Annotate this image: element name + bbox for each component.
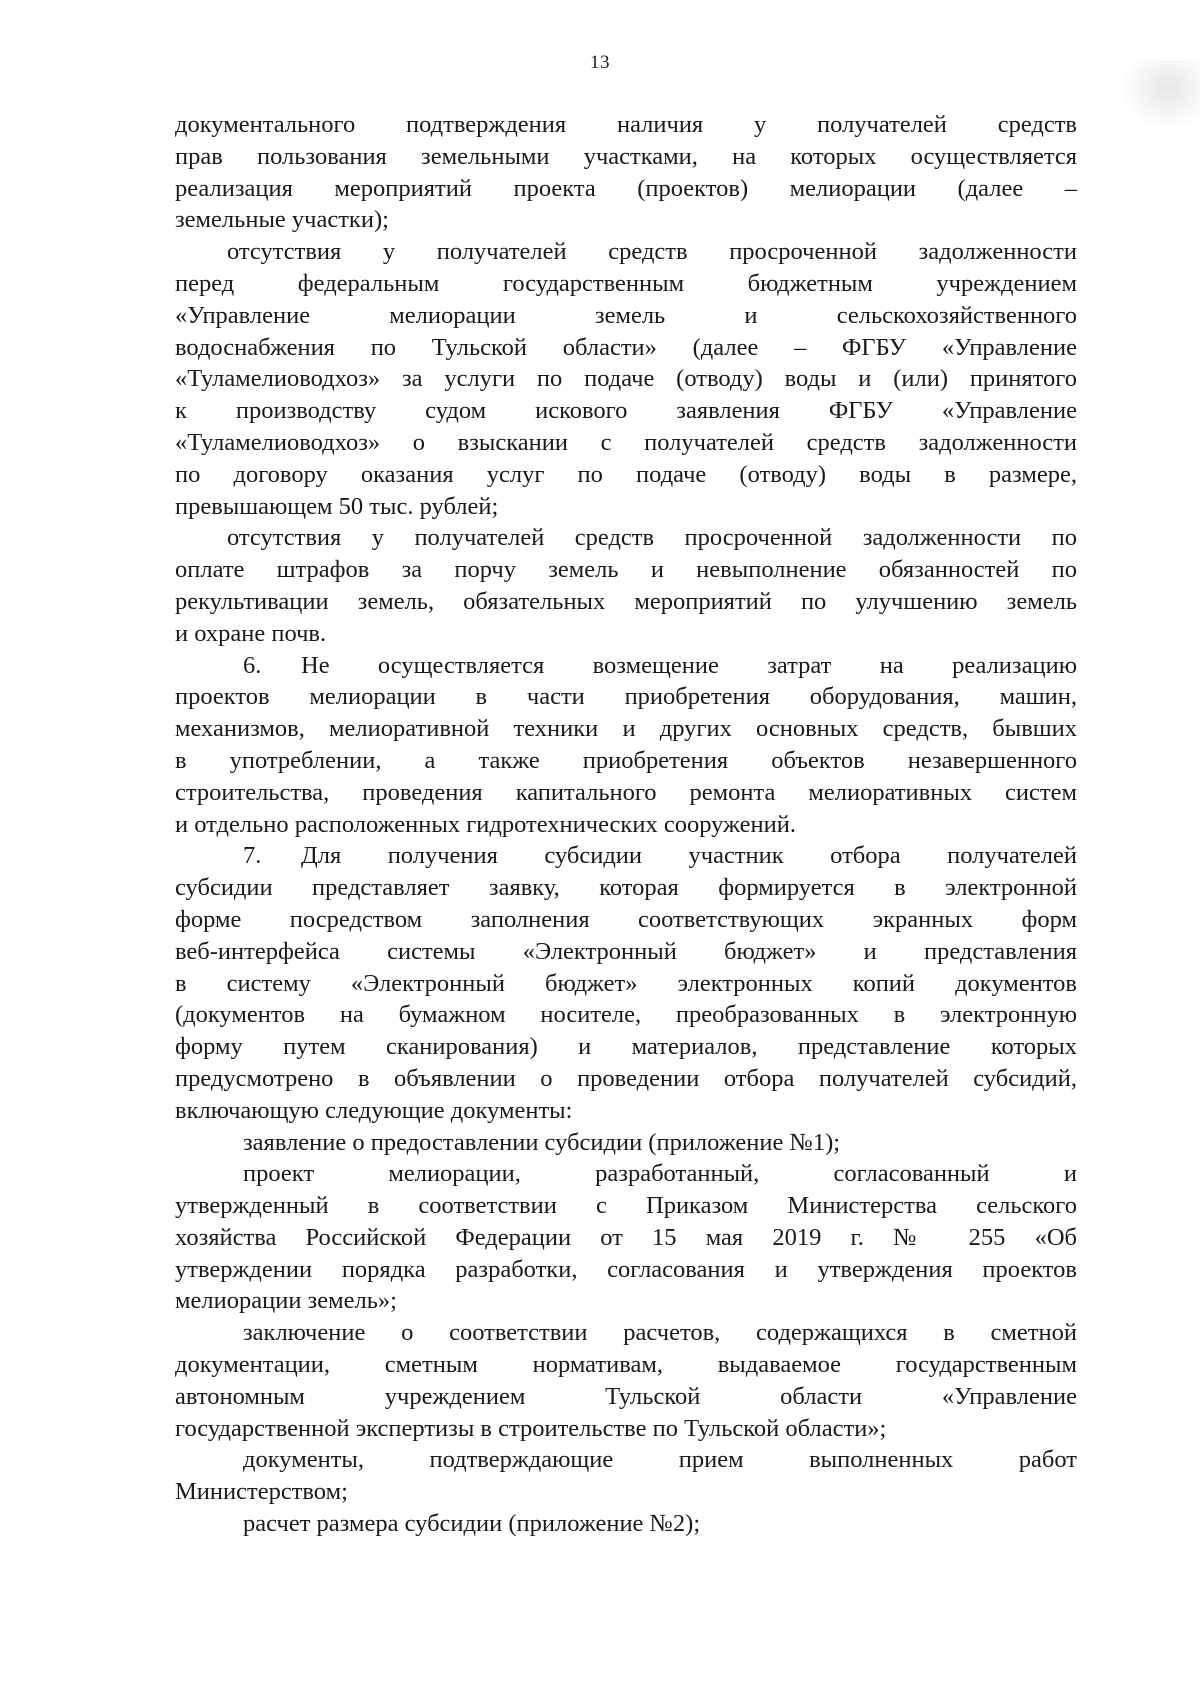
line-text: и охране почв. — [175, 619, 327, 647]
line-text: земельные участки); — [175, 206, 389, 234]
text-line — [175, 936, 1077, 968]
line-text: в употреблении, а также приобретения объектов незавершенного — [175, 746, 1077, 774]
line-text: форму путем сканирования) и материалов, представление которых — [175, 1033, 1077, 1061]
text-line — [175, 968, 1077, 1000]
line-text: Министерством; — [175, 1478, 348, 1506]
line-text: автономным учреждением Тульской области «Управление — [175, 1382, 1077, 1410]
text-line — [175, 1222, 1077, 1254]
line-text: отсутствия у получателей средств просроченной задолженности — [227, 238, 1077, 266]
text-line — [175, 300, 1077, 332]
line-text: оплате штрафов за порчу земель и невыполнение обязанностей по — [175, 556, 1077, 584]
line-text: к производству судом искового заявления ФГБУ «Управление — [175, 397, 1077, 425]
text-line — [175, 1254, 1077, 1286]
line-text: документального подтверждения наличия у получателей средств — [175, 111, 1077, 138]
text-line — [175, 459, 1077, 491]
line-text: утверждении порядка разработки, согласования и утверждения проектов — [175, 1255, 1077, 1283]
text-line — [175, 1508, 1077, 1540]
text-line — [175, 1285, 1077, 1317]
text-line — [175, 204, 1077, 236]
line-text: проектов мелиорации в части приобретения оборудования, машин, — [175, 683, 1077, 711]
line-text: Не осуществляется возмещение затрат на реализацию — [301, 651, 1077, 679]
text-line — [175, 332, 1077, 364]
line-text: документы, подтверждающие прием выполненных работ — [243, 1446, 1077, 1474]
line-text: расчет размера субсидии (приложение №2); — [243, 1510, 701, 1538]
line-text: включающую следующие документы: — [175, 1096, 573, 1124]
item-number: 6. — [243, 651, 262, 679]
line-text: строительства, проведения капитального ремонта мелиоративных систем — [175, 778, 1077, 806]
text-line — [175, 1190, 1077, 1222]
line-text: превышающем 50 тыс. рублей; — [175, 492, 499, 520]
line-text: механизмов, мелиоративной техники и других основных средств, бывших — [175, 715, 1077, 743]
page-number: 13 — [590, 52, 610, 73]
line-text: документации, сметным нормативам, выдаваемое государственным — [175, 1351, 1077, 1379]
line-text: утвержденный в соответствии с Приказом Министерства сельского — [175, 1192, 1077, 1220]
line-text: субсидии представляет заявку, которая формируется в электронной — [175, 874, 1077, 902]
text-line — [175, 650, 1077, 682]
line-text: проект мелиорации, разработанный, согласованный и — [243, 1160, 1077, 1188]
text-line — [175, 840, 1077, 872]
text-line — [175, 618, 1077, 650]
line-text: рекультивации земель, обязательных мероприятий по улучшению земель — [175, 587, 1077, 615]
text-line — [175, 173, 1077, 205]
text-line — [175, 1349, 1077, 1381]
line-text: и отдельно расположенных гидротехнических сооружений. — [175, 810, 796, 838]
line-text: веб-интерфейса системы «Электронный бюджет» и представления — [175, 937, 1077, 965]
text-line — [175, 236, 1077, 268]
line-text: «Туламелиоводхоз» о взыскании с получателей средств задолженности — [175, 428, 1077, 456]
line-text: форме посредством заполнения соответствующих экранных форм — [175, 905, 1077, 933]
line-text: реализация мероприятий проекта (проектов) мелиорации (далее – — [175, 174, 1077, 202]
text-line — [175, 1031, 1077, 1063]
line-text: отсутствия у получателей средств просроченной задолженности по — [227, 524, 1077, 552]
text-line — [175, 1317, 1077, 1349]
text-line — [175, 1476, 1077, 1508]
text-line — [175, 1127, 1077, 1159]
line-text: перед федеральным государственным бюджетным учреждением — [175, 269, 1077, 297]
text-line — [175, 554, 1077, 586]
line-text: водоснабжения по Тульской области» (далее – ФГБУ «Управление — [175, 333, 1077, 361]
line-text: хозяйства Российской Федерации от 15 мая 2019 г. № 255 «Об — [175, 1223, 1077, 1251]
text-line — [175, 109, 1077, 141]
text-line — [175, 141, 1077, 173]
text-line — [175, 522, 1077, 554]
text-line — [175, 809, 1077, 841]
line-text: предусмотрено в объявлении о проведении отбора получателей субсидий, — [175, 1064, 1077, 1092]
line-text: заявление о предоставлении субсидии (приложение №1); — [243, 1128, 841, 1156]
line-text: государственной экспертизы в строительстве по Тульской области»; — [175, 1414, 887, 1442]
line-text: (документов на бумажном носителе, преобразованных в электронную — [175, 1001, 1077, 1029]
line-text: в систему «Электронный бюджет» электронных копий документов — [175, 969, 1077, 997]
document-body — [175, 109, 1077, 1540]
text-line — [175, 1444, 1077, 1476]
text-line — [175, 1413, 1077, 1445]
line-text: «Туламелиоводхоз» за услуги по подаче (отводу) воды и (или) принятого — [175, 365, 1077, 393]
text-line — [175, 1063, 1077, 1095]
text-line — [175, 999, 1077, 1031]
text-line — [175, 427, 1077, 459]
text-line — [175, 713, 1077, 745]
text-line — [175, 904, 1077, 936]
line-text: мелиорации земель»; — [175, 1287, 397, 1315]
text-line — [175, 1158, 1077, 1190]
item-number: 7. — [243, 842, 262, 870]
line-text: Для получения субсидии участник отбора получателей — [301, 842, 1077, 870]
text-line — [175, 586, 1077, 618]
line-text: по договору оказания услуг по подаче (отводу) воды в размере, — [175, 460, 1077, 488]
text-line — [175, 363, 1077, 395]
text-line — [175, 681, 1077, 713]
text-line — [175, 268, 1077, 300]
text-line — [175, 395, 1077, 427]
text-line — [175, 1095, 1077, 1127]
text-line — [175, 1381, 1077, 1413]
line-text: прав пользования земельными участками, на которых осуществляется — [175, 142, 1077, 170]
text-line — [175, 872, 1077, 904]
line-text: «Управление мелиорации земель и сельскохозяйственного — [175, 301, 1077, 329]
text-line — [175, 745, 1077, 777]
line-text: заключение о соответствии расчетов, содержащихся в сметной — [243, 1319, 1077, 1347]
text-line — [175, 491, 1077, 523]
text-line — [175, 777, 1077, 809]
